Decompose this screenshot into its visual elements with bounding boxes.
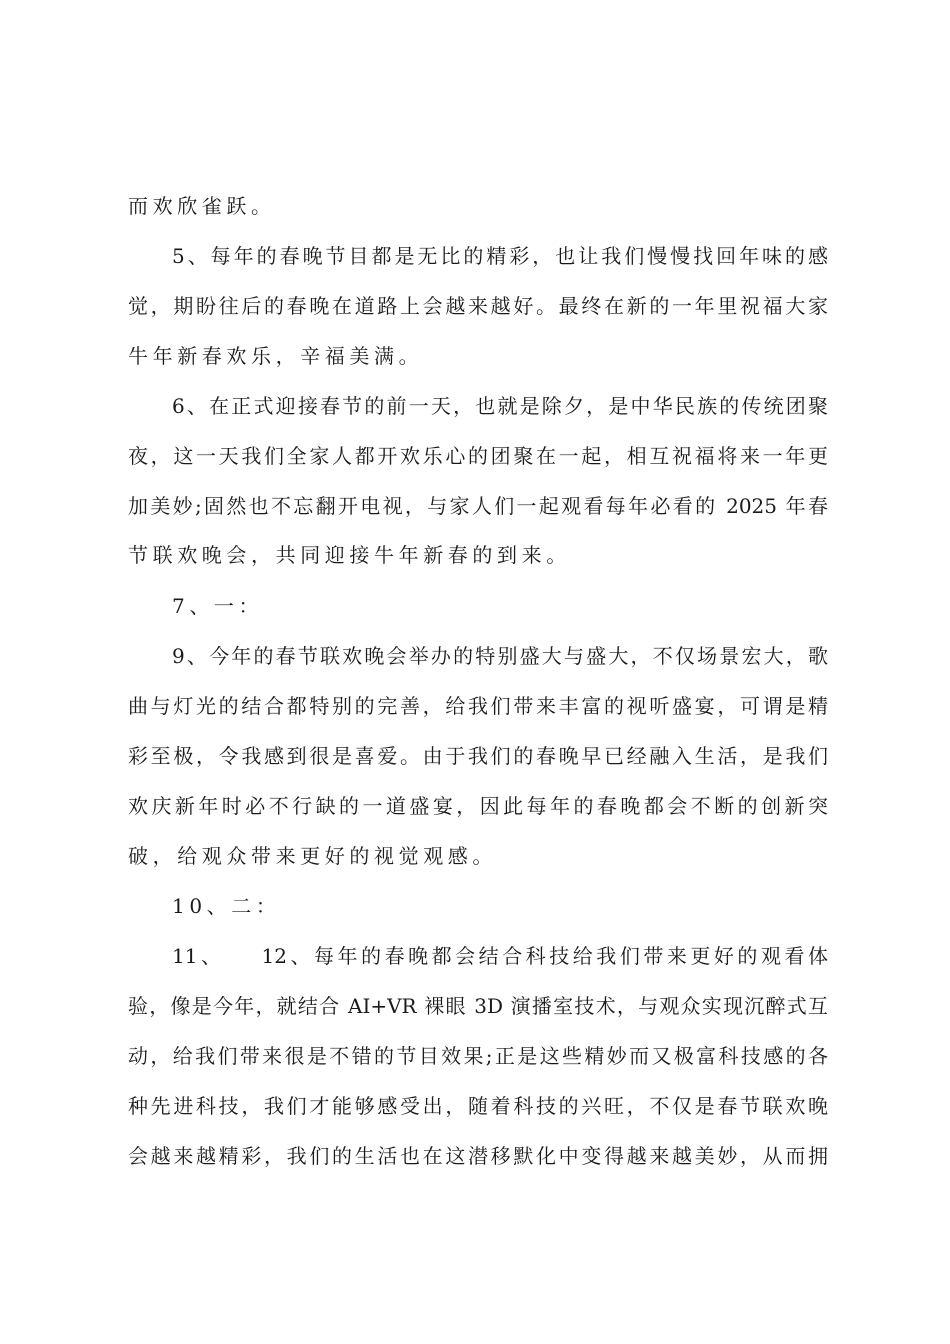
text-line: 节联欢晚会，共同迎接牛年新春的到来。 xyxy=(128,543,571,567)
text-line: 动，给我们带来很是不错的节目效果;正是这些精妙而又极富科技感的各 xyxy=(128,1044,828,1068)
text-line: 觉，期盼往后的春晚在道路上会越来越好。最终在新的一年里祝福大家 xyxy=(128,294,828,318)
text-line: 而欢欣雀跃。 xyxy=(128,194,276,218)
text-line: 验，像是今年，就结合 AI+VR 裸眼 3D 演播室技术，与观众实现沉醉式互 xyxy=(128,994,828,1018)
text-line: 彩至极，令我感到很是喜爱。由于我们的春晚早已经融入生活，是我们 xyxy=(128,744,828,768)
text-line: 破，给观众带来更好的视觉观感。 xyxy=(128,844,497,868)
text-line: 5、每年的春晚节目都是无比的精彩，也让我们慢慢找回年味的感 xyxy=(172,244,828,268)
text-line: 11、 12、每年的春晚都会结合科技给我们带来更好的观看体 xyxy=(172,944,828,968)
text-line: 6、在正式迎接春节的前一天，也就是除夕，是中华民族的传统团聚 xyxy=(172,394,828,418)
text-line: 曲与灯光的结合都特别的完善，给我们带来丰富的视听盛宴，可谓是精 xyxy=(128,694,828,718)
text-line: 10、二： xyxy=(172,894,281,918)
text-line: 会越来越精彩，我们的生活也在这潜移默化中变得越来越美妙，从而拥 xyxy=(128,1144,828,1168)
text-line: 欢庆新年时必不行缺的一道盛宴，因此每年的春晚都会不断的创新突 xyxy=(128,794,828,818)
text-line: 种先进科技，我们才能够感受出，随着科技的兴旺，不仅是春节联欢晚 xyxy=(128,1094,828,1118)
text-line: 牛年新春欢乐，辛福美满。 xyxy=(128,344,424,368)
text-line: 夜，这一天我们全家人都开欢乐心的团聚在一起，相互祝福将来一年更 xyxy=(128,444,828,468)
text-line: 加美妙;固然也不忘翻开电视，与家人们一起观看每年必看的 2025 年春 xyxy=(128,494,828,518)
text-line: 9、今年的春节联欢晚会举办的特别盛大与盛大，不仅场景宏大，歌 xyxy=(172,644,828,668)
text-line: 7、一： xyxy=(172,594,264,618)
